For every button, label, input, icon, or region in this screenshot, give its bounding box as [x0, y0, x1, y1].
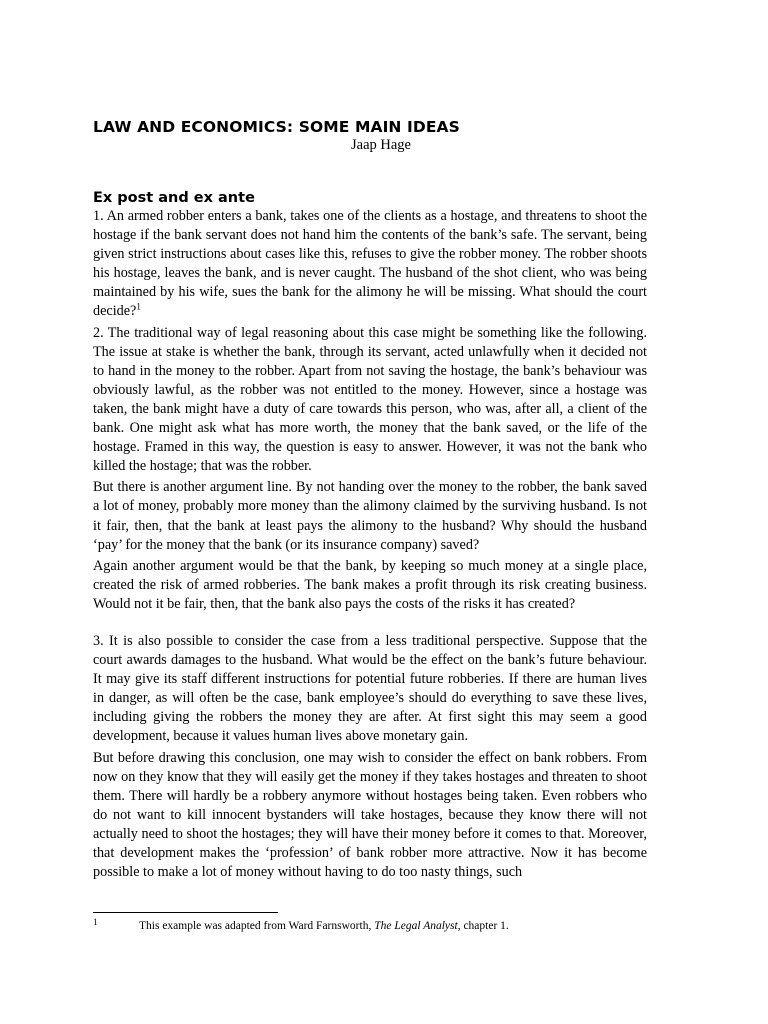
footnote-text — [139, 920, 509, 932]
footnote-book-title: The Legal Analyst — [374, 920, 458, 932]
footnote-marker: 1 — [136, 301, 141, 312]
document-title: LAW AND ECONOMICS: SOME MAIN IDEAS — [93, 118, 460, 136]
section-heading: Ex post and ex ante — [93, 190, 255, 206]
paragraph-text: 1. An armed robber enters a bank, takes one of the clients as a hostage, and threatens to shoot the hostage if the bank servant does not hand him the contents of the bank’s safe. The servant, being given strict instructions about cases like this, refuses to give the robber money. The robber shoots his hostage, leaves the bank, and is never caught. The husband of the shot client, who was being maintained by his wife, sues the bank for the alimony he will be missing. What should the court decide? — [93, 208, 647, 320]
footnote-text-after: , chapter 1. — [457, 920, 509, 932]
paragraph: 3. It is also possible to consider the case from a less traditional perspective. Suppose that the court awards damages to the husband. What would be the effect on the bank’s future behaviour. It may give its staff different instructions for potential future robberies. If there are human lives in danger, as will often be the case, bank employee’s should do everything to save these lives, including giving the robbers the money they are after. At first sight this may seem a good development, because it values human lives above monetary gain. — [93, 632, 647, 745]
paragraph: 2. The traditional way of legal reasoning about this case might be something like the following. The issue at stake is whether the bank, through its servant, acted unlawfully when it decided not to hand in the money to the robber. Apart from not saving the hostage, the bank’s behaviour was obviously lawful, as the robber was not entitled to the money. However, since a hostage was taken, the bank might have a duty of care towards this person, who was, after all, a client of the bank. One might ask what has more worth, the money that the bank saved, or the life of the hostage. Framed in this way, the question is easy to answer. However, it was not the bank who killed the hostage; that was the robber. — [93, 324, 647, 475]
author-name: Jaap Hage — [351, 137, 411, 153]
footnote-number: 1 — [93, 917, 98, 927]
footnote-text-before: This example was adapted from Ward Farnsworth, — [139, 920, 375, 932]
paragraph: But there is another argument line. By not handing over the money to the robber, the bank saved a lot of money, probably more money than the alimony claimed by the surviving husband. Is not it fair, then, that the bank at least pays the alimony to the husband? Why should the husband ‘pay’ for the money that the bank (or its insurance company) saved? — [93, 479, 647, 553]
footnote-divider — [93, 912, 278, 913]
paragraph: Again another argument would be that the bank, by keeping so much money at a single place, created the risk of armed robberies. The bank makes a profit through its risk creating business. Would not it be fair, then, that the bank also pays the costs of the risks it has created? — [93, 557, 647, 612]
body-text — [93, 207, 647, 884]
paragraph: But before drawing this conclusion, one may wish to consider the effect on bank robbers. From now on they know that they will easily get the money if they takes hostages and threaten to shoot them. There will hardly be a robbery anymore without hostages being taken. Even robbers who do not want to kill innocent bystanders will take hostages, because they know there will not actually need to shoot the hostages; they will have their money before it comes to that. Moreover, that development makes the ‘profession’ of bank robber more attractive. Now it has become possible to make a lot of money without having to do too nasty things, such — [93, 749, 647, 881]
paragraph — [93, 207, 647, 322]
